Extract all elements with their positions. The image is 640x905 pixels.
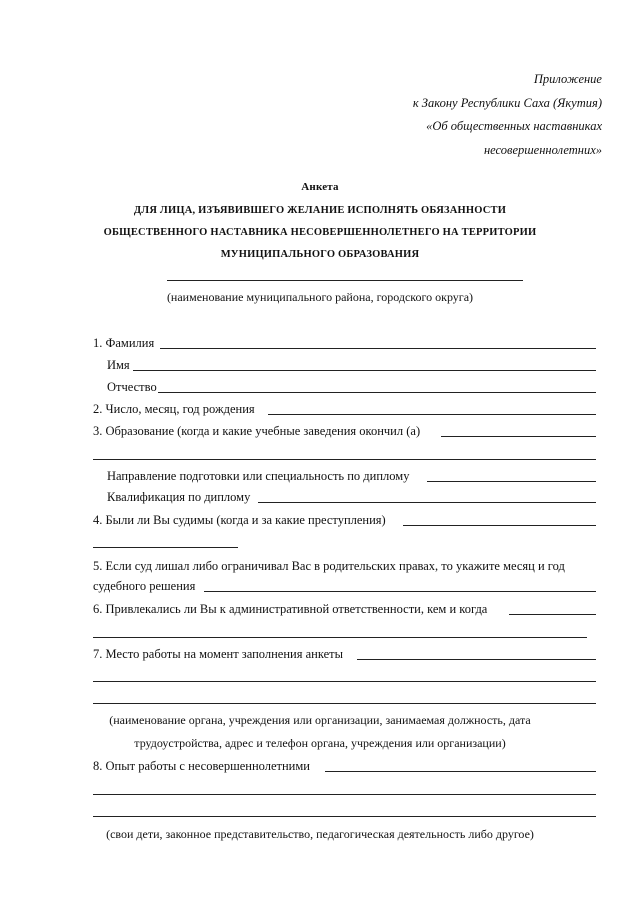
experience-field-line-3[interactable] xyxy=(93,802,596,817)
administrative-field[interactable] xyxy=(509,600,596,615)
education-field[interactable] xyxy=(441,422,596,437)
experience-field[interactable] xyxy=(325,757,596,772)
annex-line-2: к Закону Республики Саха (Якутия) xyxy=(412,95,602,110)
label-court-decision: судебного решения xyxy=(93,579,196,593)
form-subtitle-1: ДЛЯ ЛИЦА, ИЗЪЯВИВШЕГО ЖЕЛАНИЕ ИСПОЛНЯТЬ ОБЯЗАННОСТИ xyxy=(133,205,507,216)
form-subtitle-2: ОБЩЕСТВЕННОГО НАСТАВНИКА НЕСОВЕРШЕННОЛЕТНЕГО НА ТЕРРИТОРИИ xyxy=(103,227,537,238)
parental-rights-field[interactable] xyxy=(204,577,596,592)
workplace-field[interactable] xyxy=(357,645,596,660)
workplace-field-line-3[interactable] xyxy=(93,689,596,704)
birthdate-field[interactable] xyxy=(268,400,596,415)
workplace-field-line-2[interactable] xyxy=(93,667,596,682)
surname-field[interactable] xyxy=(160,334,596,349)
convictions-field[interactable] xyxy=(403,511,596,526)
annex-line-3: «Об общественных наставниках xyxy=(426,119,602,133)
speciality-field[interactable] xyxy=(427,467,596,482)
municipality-field[interactable] xyxy=(167,280,523,281)
label-convictions: 4. Были ли Вы судимы (когда и за какие преступления) xyxy=(93,513,386,527)
education-field-line-2[interactable] xyxy=(93,445,596,460)
experience-field-line-2[interactable] xyxy=(93,780,596,795)
workplace-caption-2: трудоустройства, адрес и телефон органа, учреждения или организации) xyxy=(134,736,506,750)
workplace-caption-1: (наименование органа, учреждения или организации, занимаемая должность, дата xyxy=(109,713,531,727)
administrative-field-line-2[interactable] xyxy=(93,623,587,638)
label-administrative: 6. Привлекались ли Вы к административной ответственности, кем и когда xyxy=(93,602,488,616)
patronymic-field[interactable] xyxy=(158,378,596,393)
experience-caption: (свои дети, законное представительство, педагогическая деятельность либо другое) xyxy=(106,827,534,841)
convictions-field-line-2[interactable] xyxy=(93,533,238,548)
municipality-caption: (наименование муниципального района, городского округа) xyxy=(166,290,474,304)
annex-note xyxy=(302,68,602,162)
label-birthdate: 2. Число, месяц, год рождения xyxy=(93,402,255,416)
label-speciality: Направление подготовки или специальность по диплому xyxy=(107,469,410,483)
label-workplace: 7. Место работы на момент заполнения анкеты xyxy=(93,647,344,661)
label-qualification: Квалификация по диплому xyxy=(107,490,251,504)
label-patronymic: Отчество xyxy=(107,380,157,394)
annex-line-4: несовершеннолетних» xyxy=(483,142,602,157)
name-field[interactable] xyxy=(133,356,596,371)
form-subtitle-3: МУНИЦИПАЛЬНОГО ОБРАЗОВАНИЯ xyxy=(220,249,420,260)
annex-line-1: Приложение xyxy=(533,72,602,86)
form-title: Анкета xyxy=(301,181,339,193)
label-name: Имя xyxy=(107,358,130,372)
label-education: 3. Образование (когда и какие учебные заведения окончил (а) xyxy=(93,424,421,438)
label-parental-rights: 5. Если суд лишал либо ограничивал Вас в родительских правах, то укажите месяц и год xyxy=(93,559,565,573)
label-experience: 8. Опыт работы с несовершеннолетними xyxy=(93,759,310,773)
label-surname: 1. Фамилия xyxy=(93,336,155,350)
qualification-field[interactable] xyxy=(258,488,596,503)
